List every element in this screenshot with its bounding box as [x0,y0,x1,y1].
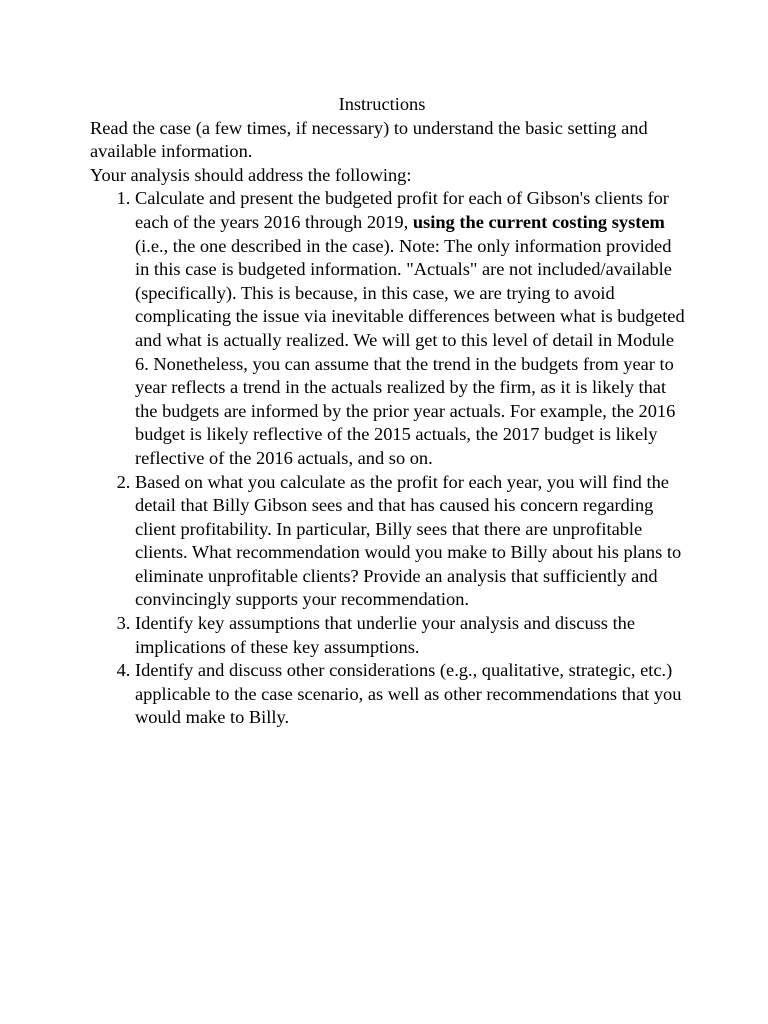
list-item [135,187,690,470]
intro-lead-in: Your analysis should address the following: [90,164,412,185]
list-item-text-continued: (i.e., the one described in the case). Note: The only information provided in this case is budgeted information. "Actuals" are not included/available (specifically). This is because, in this case, we are trying to avoid complicating the issue via inevitable differences between what is budgeted and what is actually realized. We will get to this level of detail in Module 6. Nonetheless, you can assume that the trend in the budgets from year to year reflects a trend in the actuals realized by the firm, as it is likely that the budgets are informed by the prior year actuals. For example, the 2016 budget is likely reflective of the 2015 actuals, the 2017 budget is likely reflective of the 2016 actuals, and so on. [135,235,685,468]
list-item-text: Calculate and present the budgeted profit for each of Gibson's clients for each of the years 2016 through 2019, [135,188,669,232]
intro-paragraph: Read the case (a few times, if necessary) to understand the basic setting and available information. [90,117,648,162]
list-item: 4. Identify and discuss other considerations (e.g., qualitative, strategic, etc.) applicable to the case scenario, as well as other recommendations that you would make to Billy. [135,659,690,730]
list-item-emphasis: using the current costing system [412,211,665,232]
instructions-list [90,187,690,730]
document-title: Instructions [338,94,426,114]
list-item: 3. Identify key assumptions that underlie your analysis and discuss the implications of these key assumptions. [135,612,690,659]
document-page [90,93,690,730]
list-item: 2. Based on what you calculate as the profit for each year, you will find the detail that Billy Gibson sees and that has caused his concern regarding client profitability. In particular, Billy sees that there are unprofitable clients. What recommendation would you make to Billy about his plans to eliminate unprofitable clients? Provide an analysis that sufficiently and convincingly supports your recommendation. [135,471,690,613]
